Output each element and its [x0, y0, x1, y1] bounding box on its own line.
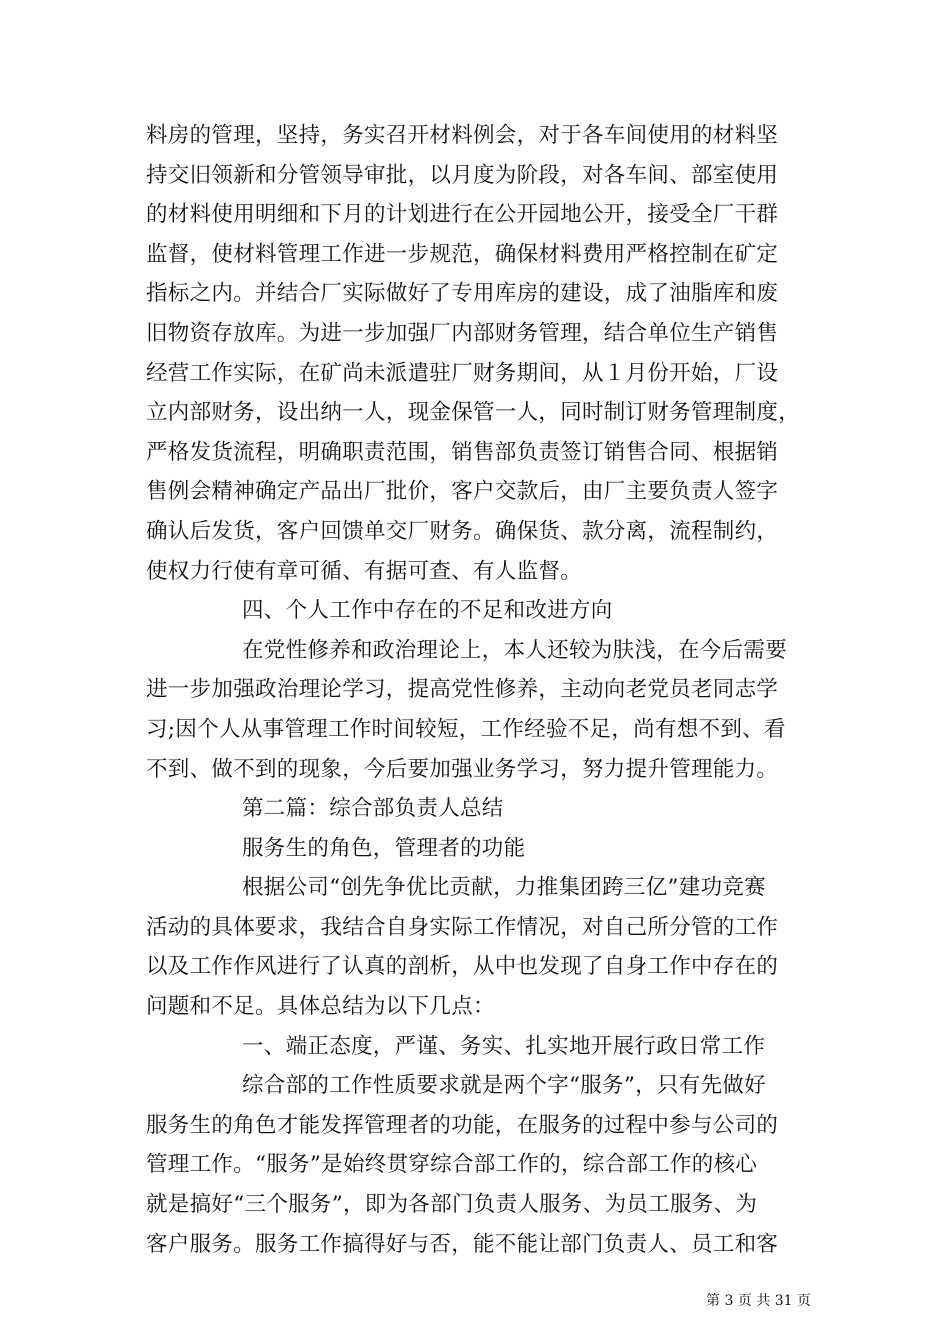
chapter-title: 第二篇：综合部负责人总结 [242, 796, 504, 822]
text-line: 以及工作作风进行了认真的剖析，从中也发现了自身工作中存在的 [146, 954, 779, 980]
text-line: 使权力行使有章可循、有据可查、有人监督。 [146, 558, 583, 584]
text-line: 的材料使用明细和下月的计划进行在公开园地公开，接受全厂干群 [146, 202, 779, 228]
paragraph-start-line: 综合部的工作性质要求就是两个字“服务”，只有先做好 [242, 1073, 766, 1099]
text-line: 指标之内。并结合厂实际做好了专用库房的建设，成了油脂库和废 [146, 281, 779, 307]
text-line: 持交旧领新和分管领导审批，以月度为阶段，对各车间、部室使用 [146, 162, 779, 188]
text-line: 服务生的角色才能发挥管理者的功能，在服务的过程中参与公司的 [146, 1112, 779, 1138]
text-line: 习;因个人从事管理工作时间较短，工作经验不足，尚有想不到、看 [146, 716, 786, 742]
text-line: 售例会精神确定产品出厂批价，客户交款后，由厂主要负责人签字 [146, 479, 779, 505]
section-heading: 一、端正态度，严谨、务实、扎实地开展行政日常工作 [242, 1033, 766, 1059]
text-line: 进一步加强政治理论学习，提高党性修养，主动向老党员老同志学 [146, 677, 779, 703]
text-line: 严格发货流程，明确职责范围，销售部负责签订销售合同、根据销 [146, 439, 779, 465]
text-line: 问题和不足。具体总结为以下几点： [146, 994, 495, 1020]
text-line: 客户服务。服务工作搞得好与否，能不能让部门负责人、员工和客 [146, 1231, 779, 1257]
chapter-subtitle: 服务生的角色，管理者的功能 [242, 835, 526, 861]
paragraph-start-line: 根据公司“创先争优比贡献，力推集团跨三亿”建功竞赛 [242, 875, 766, 901]
text-line: 料房的管理，坚持，务实召开材料例会，对于各车间使用的材料坚 [146, 123, 779, 148]
page-number-footer: 第 3 页 共 31 页 [706, 1293, 811, 1309]
text-line: 立内部财务，设出纳一人，现金保管一人，同时制订财务管理制度， [146, 400, 801, 426]
text-line: 管理工作。“服务”是始终贯穿综合部工作的，综合部工作的核心 [146, 1152, 758, 1178]
paragraph-start-line: 在党性修养和政治理论上，本人还较为肤浅，在今后需要 [242, 637, 788, 663]
text-line: 确认后发货，客户回馈单交厂财务。确保货、款分离，流程制约， [146, 518, 779, 544]
text-line: 经营工作实际，在矿尚未派遣驻厂财务期间，从１月份开始，厂设 [146, 360, 779, 386]
text-line: 活动的具体要求，我结合自身实际工作情况，对自己所分管的工作 [146, 914, 779, 940]
text-line: 监督，使材料管理工作进一步规范，确保材料费用严格控制在矿定 [146, 241, 779, 267]
text-line: 旧物资存放库。为进一步加强厂内部财务管理，结合单位生产销售 [146, 320, 779, 346]
text-line: 就是搞好“三个服务”，即为各部门负责人服务、为员工服务、为 [146, 1192, 758, 1218]
section-heading: 四、个人工作中存在的不足和改进方向 [242, 598, 613, 624]
text-line: 不到、做不到的现象，今后要加强业务学习，努力提升管理能力。 [146, 756, 779, 782]
document-body [146, 116, 806, 1264]
